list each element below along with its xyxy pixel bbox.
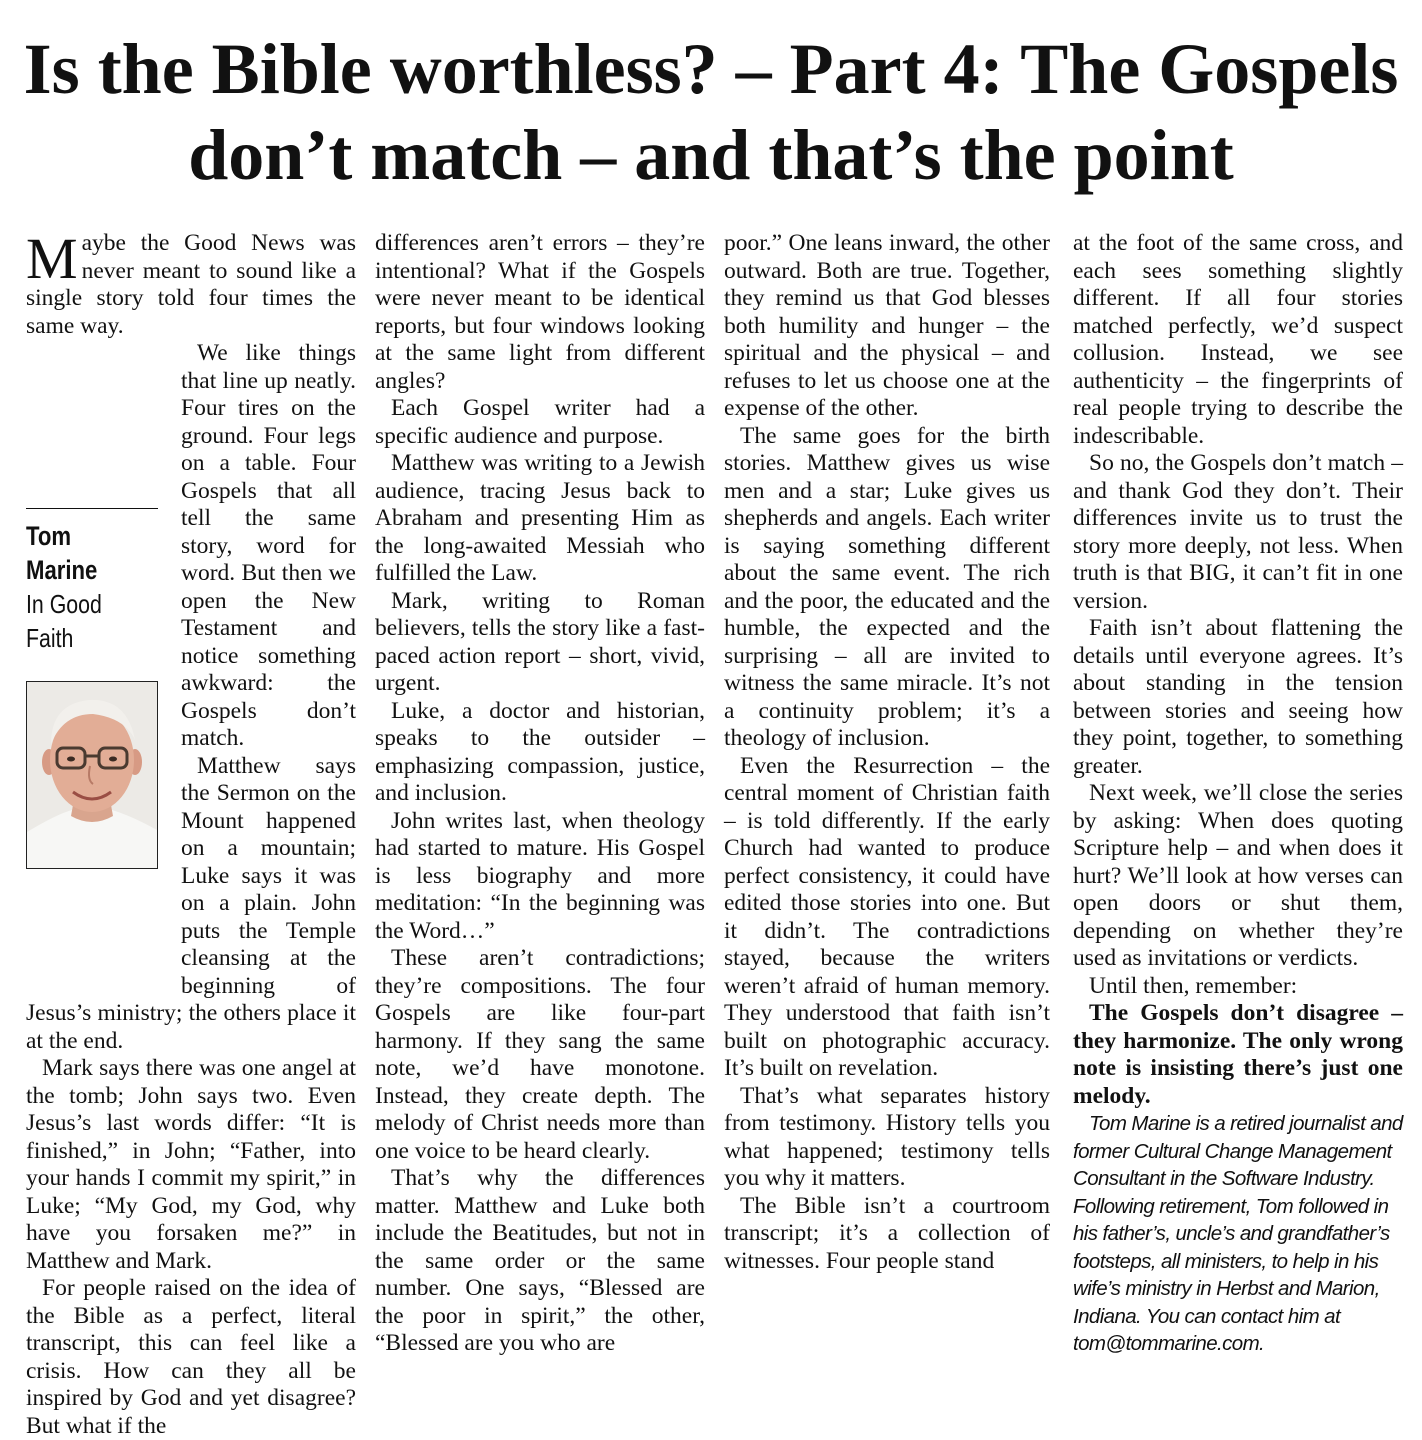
- author-photo: [26, 681, 158, 869]
- paragraph-12: That’s why the differences matter. Matthew and Luke both include the Beatitudes, but not in the same order or the same number. One says, “Blessed are the poor in spirit,” the other, “Blessed are you who are: [375, 1165, 705, 1356]
- paragraph-1-text: aybe the Good News was never meant to sound like a single story told four times the same way.: [26, 230, 356, 339]
- paragraph-11: These aren’t contradictions; they’re compositions. The four Gospels are like four-part harmony. If they sang the same note, we’d have monotone. Instead, they create depth. The melody of Christ needs more than one voice to be heard clearly.: [375, 945, 705, 1164]
- byline-rule: [26, 508, 158, 509]
- paragraph-8: Mark, writing to Roman believers, tells the story like a fast-paced action report – short, vivid, urgent.: [375, 587, 705, 696]
- author-bio: Tom Marine is a retired journalist and former Cultural Change Management Consultant in the Software Industry. Following retirement, Tom followed in his father’s, uncle’s and grandfather’s footsteps, all ministers, to help in his wife’s ministry in Herbst and Marion, Indiana. You can contact him at tom@tommarine.com.: [1073, 1112, 1403, 1355]
- paragraph-19: Next week, we’ll close the series by asking: When does quoting Scripture help – and when does it hurt? We’ll look at how verses can open doors or shut them, depending on whether they’re used as invitations or verdicts.: [1073, 780, 1403, 971]
- paragraph-18: Faith isn’t about flattening the details until everyone agrees. It’s about standing in the tension between stories and seeing how they point, together, to something greater.: [1073, 615, 1403, 779]
- paragraph-1: [26, 226, 356, 340]
- byline-box: [26, 508, 162, 869]
- paragraph-5-continued: differences aren’t errors – they’re intentional? What if the Gospels were never meant to be identical reports, but four windows looking at the same light from different angles?: [375, 230, 705, 394]
- column-name-line-1: In Good: [26, 589, 102, 619]
- paragraph-20: Until then, remember:: [1089, 972, 1298, 999]
- paragraph-5: For people raised on the idea of the Bible as a perfect, literal transcript, this can feel like a crisis. How can they all be inspired by God and yet disagree? But what if the: [26, 1275, 356, 1439]
- paragraph-16-continued: at the foot of the same cross, and each sees something slightly different. If all four stories matched perfectly, we’d suspect collusion. Instead, we see authenticity – the fingerprints of real people trying to describe the indescribable.: [1073, 230, 1403, 449]
- paragraph-10: John writes last, when theology had started to mature. His Gospel is less biography and more meditation: “In the beginning was the Word…”: [375, 807, 705, 944]
- column-name-line-2: Faith: [26, 623, 74, 653]
- article-column-3: [724, 230, 1050, 1275]
- paragraph-15: That’s what separates history from testimony. History tells you what happened; testimony tells you why it matters.: [724, 1082, 1050, 1191]
- headline: Is the Bible worthless? – Part 4: The Gospels don’t match – and that’s the point: [23, 29, 1399, 195]
- paragraph-2-text: We like things that line up neatly. Four tires on the ground. Four legs on a table. Four Gospels that all tell the same story, word for word. But then we open the New Testament and notice something awkward: the Gospels don’t match.: [181, 340, 356, 751]
- paragraph-3: Matthew says the Sermon on the Mount happened on a mountain; Luke says it was on a plain. John puts the Temple cleansing at the beginning of Jesus’s ministry; the others place it at the end.: [26, 752, 356, 1054]
- paragraph-6: Each Gospel writer had a specific audience and purpose.: [375, 395, 705, 449]
- paragraph-9: Luke, a doctor and historian, speaks to the outsider – emphasizing compassion, justice, and inclusion.: [375, 697, 705, 806]
- paragraph-14: Even the Resurrection – the central moment of Christian faith – is told differently. If the early Church had wanted to produce perfect consistency, it could have edited those stories into one. But it didn’t. The contradictions stayed, because the writers weren’t afraid of human memory. They understood that faith isn’t built on photographic accuracy. It’s built on revelation.: [724, 752, 1050, 1081]
- drop-cap: M: [26, 226, 78, 291]
- author-last-name: Marine: [26, 555, 98, 585]
- paragraph-4: Mark says there was one angel at the tomb; John says two. Even Jesus’s last words differ: “It is finished,” in John; “Father, into your hands I commit my spirit,” in Luke; “My God, my God, why have you forsaken me?” in Matthew and Mark.: [26, 1055, 356, 1274]
- paragraph-7: Matthew was writing to a Jewish audience, tracing Jesus back to Abraham and presenting Him as the long-awaited Messiah who fulfilled the Law.: [375, 450, 705, 586]
- author-first-name: Tom: [26, 521, 72, 551]
- closing-bold-statement: The Gospels don’t disagree – they harmonize. The only wrong note is insisting there’s just one melody.: [1073, 1000, 1403, 1109]
- paragraph-17: So no, the Gospels don’t match – and thank God they don’t. Their differences invite us to trust the story more deeply, not less. When truth is that BIG, it can’t fit in one version.: [1073, 450, 1403, 614]
- paragraph-16: The Bible isn’t a courtroom transcript; it’s a collection of witnesses. Four people stand: [724, 1192, 1050, 1274]
- article-column-4: [1073, 230, 1403, 1358]
- paragraph-13: The same goes for the birth stories. Matthew gives us wise men and a star; Luke gives us shepherds and angels. Each writer is saying something different about the same event. The rich and the poor, the educated and the humble, the expected and the surprising – all are invited to witness the same miracle. It’s not a continuity problem; it’s a theology of inclusion.: [724, 422, 1050, 751]
- paragraph-12-continued: poor.” One leans inward, the other outward. Both are true. Together, they remind us that God blesses both humility and hunger – the spiritual and the physical – and refuses to let us choose one at the expense of the other.: [724, 230, 1050, 421]
- article-column-2: [375, 230, 705, 1358]
